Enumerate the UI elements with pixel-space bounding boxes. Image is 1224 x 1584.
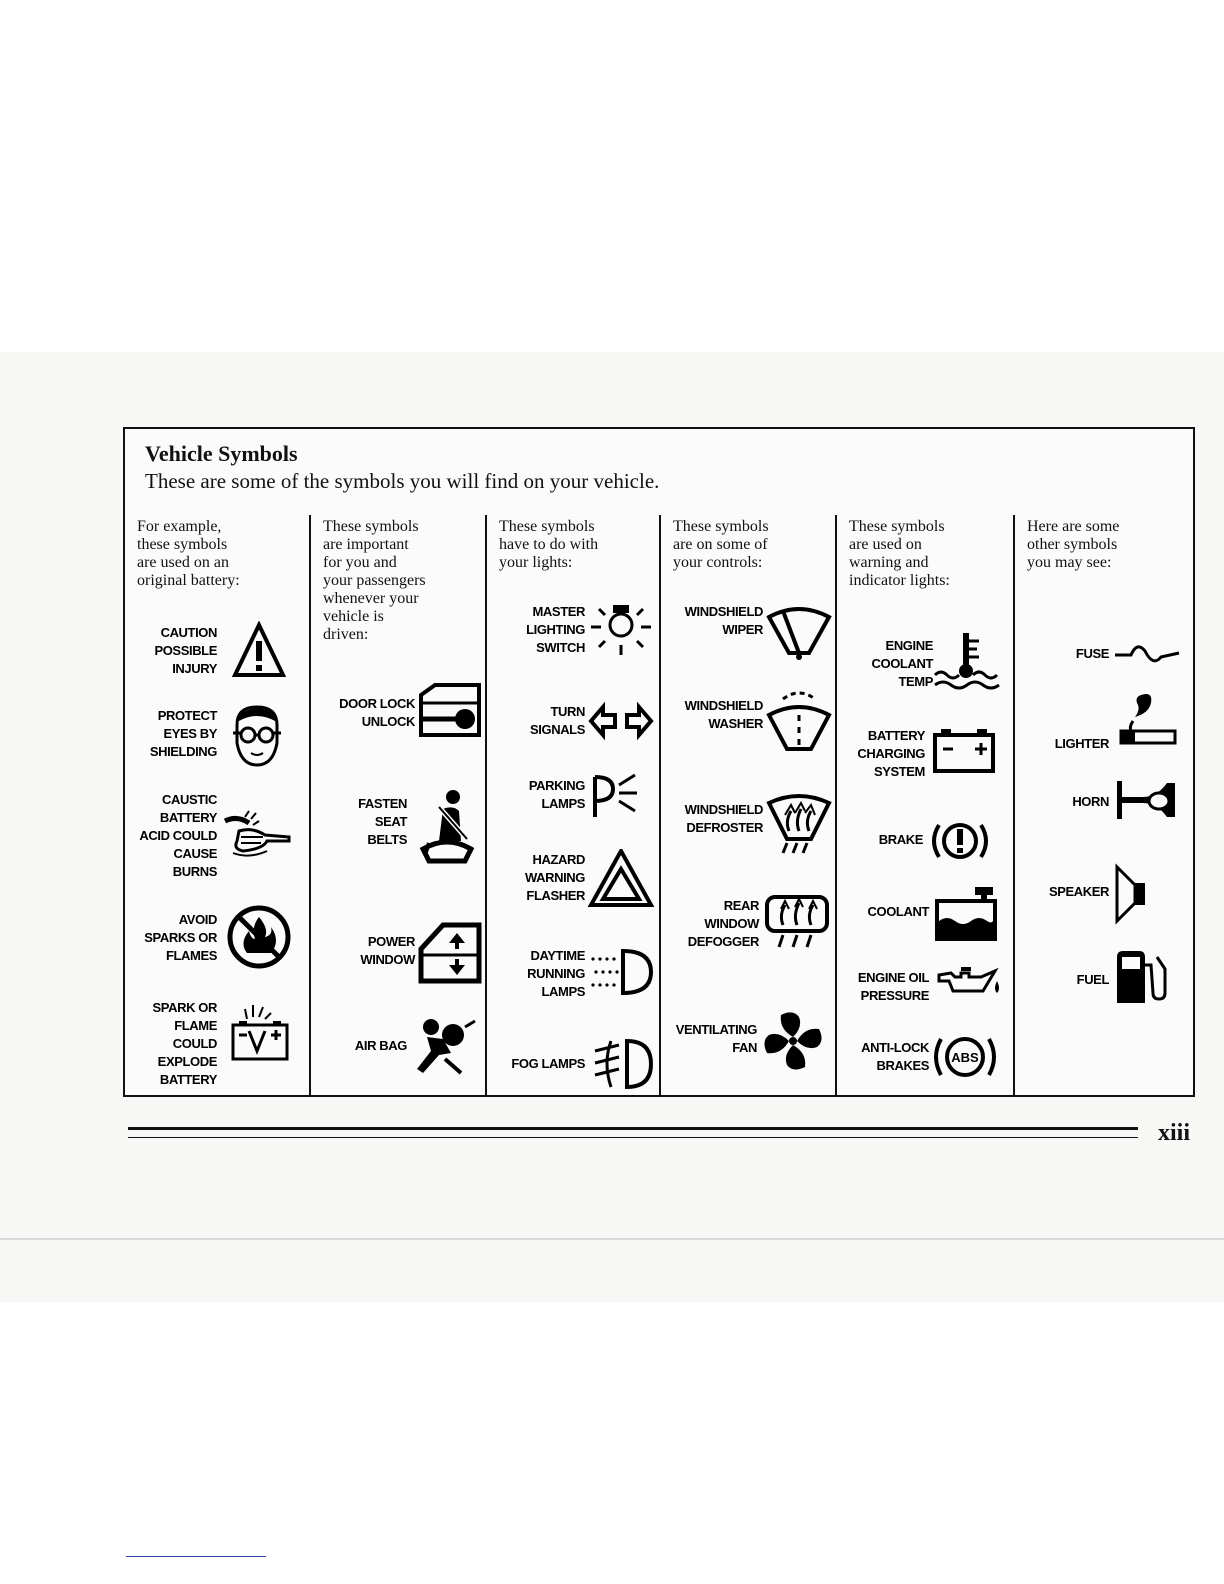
footer-rule-thin (128, 1137, 1138, 1138)
seat-belt-icon (413, 787, 481, 867)
scan-edge-line (0, 1238, 1224, 1240)
turn-signals-icon (587, 699, 655, 743)
page-number: xiii (1158, 1120, 1191, 1146)
rear-defogger-icon (763, 891, 831, 953)
column-intro: These symbols are important for you and your passengers whenever your vehicle is driven: (323, 518, 426, 643)
symbol-avoid-flames (125, 903, 301, 973)
coolant-level-icon (933, 887, 1001, 943)
symbol-label: MASTER LIGHTING SWITCH (526, 604, 585, 655)
eye-protection-face-icon (223, 703, 291, 769)
symbol-label: PARKING LAMPS (528, 778, 585, 811)
parking-lamps-icon (581, 771, 649, 821)
symbol-parking-lamps (487, 771, 663, 825)
fuse-icon (1113, 637, 1181, 671)
symbol-caustic-acid (125, 791, 301, 883)
symbol-protect-eyes (125, 701, 301, 769)
panel-subtitle: These are some of the symbols you will find on your vehicle. (145, 469, 660, 493)
symbol-label: FOG LAMPS (511, 1056, 585, 1071)
symbol-label: SPARK OR FLAME COULD EXPLODE BATTERY (152, 1000, 217, 1087)
symbol-coolant (837, 887, 1013, 947)
symbol-label: AVOID SPARKS OR FLAMES (144, 912, 217, 963)
column-controls (659, 515, 837, 1095)
column-battery (125, 515, 309, 1095)
horn-icon (1113, 775, 1181, 825)
acid-burn-hand-icon (223, 807, 291, 865)
symbol-label: ENGINE COOLANT TEMP (871, 638, 933, 689)
symbol-label: WINDSHIELD DEFROSTER (684, 802, 763, 835)
symbol-label: REAR WINDOW DEFOGGER (687, 898, 759, 949)
symbol-label: WINDSHIELD WASHER (684, 698, 763, 731)
symbol-label: HAZARD WARNING FLASHER (524, 852, 585, 903)
daytime-running-lamps-icon (587, 945, 655, 999)
symbol-rear-defogger (661, 891, 837, 963)
column-warning-lights (835, 515, 1015, 1095)
vehicle-symbols-panel (123, 427, 1195, 1097)
air-bag-icon (409, 1015, 477, 1077)
brake-warning-icon (931, 817, 989, 865)
symbol-air-bag (311, 1015, 487, 1081)
column-intro: These symbols are on some of your controls: (673, 518, 769, 571)
symbol-label: POWER WINDOW (360, 934, 415, 967)
symbol-seat-belt (311, 787, 487, 869)
column-intro: These symbols have to do with your lights: (499, 518, 599, 571)
symbol-label: FUEL (1076, 972, 1109, 987)
symbol-battery-explode (125, 999, 301, 1091)
symbol-fuel (1015, 947, 1185, 1013)
hazard-triangle-icon (587, 849, 655, 907)
column-driver (309, 515, 487, 1095)
symbol-speaker (1015, 863, 1185, 929)
symbol-label: FASTEN SEAT BELTS (358, 796, 407, 847)
column-intro: These symbols are used on warning and indicator lights: (849, 518, 950, 589)
oil-pressure-icon (935, 961, 1003, 1011)
symbol-label: COOLANT (867, 904, 929, 919)
symbol-caution (125, 619, 301, 681)
symbol-daytime-lamps (487, 943, 663, 1003)
speaker-icon (1113, 863, 1181, 925)
ventilating-fan-icon (759, 1007, 827, 1075)
abs-icon-text: ABS (951, 1050, 979, 1065)
abs-icon (931, 1031, 999, 1083)
symbol-wiper (661, 601, 837, 663)
caution-triangle-icon (223, 621, 291, 679)
symbol-label: WINDSHIELD WIPER (684, 604, 763, 637)
symbol-label: TURN SIGNALS (530, 704, 585, 737)
footer-rule-thick (128, 1127, 1138, 1130)
symbol-label: BRAKE (878, 832, 923, 847)
windshield-wiper-icon (765, 601, 833, 663)
panel-title: Vehicle Symbols (145, 441, 298, 466)
symbol-oil-pressure (837, 961, 1013, 1021)
symbol-label: ENGINE OIL PRESSURE (857, 970, 929, 1003)
symbol-brake (837, 817, 1013, 869)
symbol-battery-charging (837, 725, 1013, 785)
symbol-horn (1015, 775, 1185, 827)
windshield-washer-icon (765, 685, 833, 757)
symbol-hazard (487, 849, 663, 909)
column-lights (485, 515, 661, 1095)
symbol-fog-lamps (487, 1037, 663, 1095)
symbol-master-lighting (487, 601, 663, 663)
symbol-fan (661, 1007, 837, 1079)
column-other (1013, 515, 1195, 1095)
fog-lamps-icon (587, 1037, 655, 1091)
symbol-door-lock (311, 681, 487, 743)
lighter-icon (1113, 687, 1181, 753)
door-lock-icon (417, 681, 485, 739)
symbol-label: SPEAKER (1048, 884, 1109, 899)
symbol-label: ANTI-LOCK BRAKES (861, 1040, 929, 1073)
symbol-label: FUSE (1075, 646, 1109, 661)
fuel-pump-icon (1113, 947, 1181, 1007)
symbol-label: CAUSTIC BATTERY ACID COULD CAUSE BURNS (139, 792, 217, 879)
battery-charging-icon (931, 725, 999, 775)
symbol-power-window (311, 919, 487, 989)
column-intro: For example, these symbols are used on an original battery: (137, 518, 240, 589)
symbol-label: HORN (1072, 794, 1109, 809)
symbol-lighter (1015, 687, 1185, 759)
symbol-label: DAYTIME RUNNING LAMPS (527, 948, 585, 999)
symbol-washer (661, 685, 837, 757)
symbol-label: LIGHTER (1054, 736, 1109, 751)
coolant-temp-icon (933, 631, 1001, 693)
no-flames-icon (223, 903, 291, 971)
column-intro: Here are some other symbols you may see: (1027, 518, 1120, 571)
symbol-label: CAUTION POSSIBLE INJURY (154, 625, 217, 676)
bottom-link-line (126, 1556, 266, 1557)
symbol-label: BATTERY CHARGING SYSTEM (857, 728, 925, 779)
symbol-defroster (661, 791, 837, 855)
symbol-coolant-temp (837, 631, 1013, 695)
battery-explode-icon (223, 1005, 291, 1063)
symbol-anti-lock (837, 1031, 1013, 1091)
symbol-label: DOOR LOCK UNLOCK (339, 696, 415, 729)
windshield-defroster-icon (765, 791, 833, 855)
power-window-icon (417, 921, 485, 985)
symbol-fuse (1015, 637, 1185, 677)
symbol-label: AIR BAG (354, 1038, 407, 1053)
symbol-label: PROTECT EYES BY SHIELDING (149, 708, 217, 759)
symbol-turn-signals (487, 697, 663, 747)
master-lighting-icon (587, 601, 655, 663)
symbol-label: VENTILATING FAN (675, 1022, 757, 1055)
